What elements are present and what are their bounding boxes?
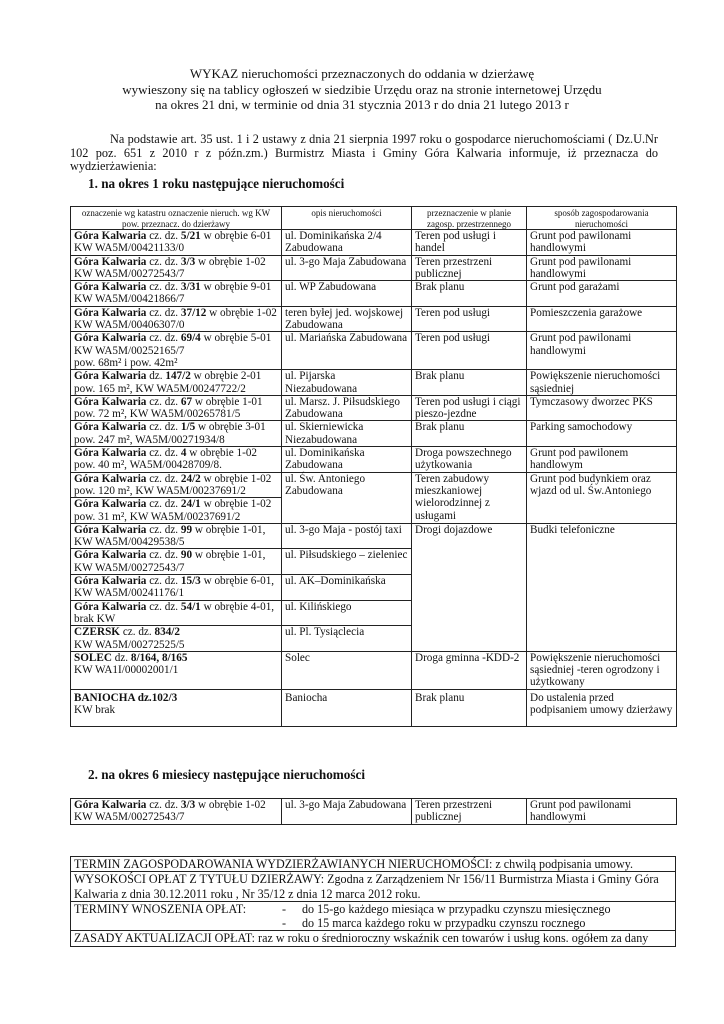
- plan-cell: Brak planu: [412, 281, 527, 307]
- list-item: - do 15-go każdego miesiąca w przypadku czynszu miesięcznego: [282, 901, 611, 916]
- use-cell: Grunt pod garażami: [527, 281, 677, 307]
- cadastral-cell: Góra Kalwaria cz. dz. 67 w obrębie 1-01 pow. 72 m², KW WA5M/00265781/5: [71, 395, 282, 421]
- intro-paragraph: [70, 133, 658, 174]
- col-header-plan: przeznaczenie w planie zagosp. przestrzennego: [412, 207, 527, 230]
- section-2-heading: 2. na okres 6 miesiecy następujące nieruchomości: [88, 767, 366, 782]
- terms-row: [71, 931, 676, 946]
- description-cell: ul. WP Zabudowana: [282, 281, 412, 307]
- list-item: - do 15 marca każdego roku w przypadku czynszu rocznego: [282, 916, 586, 931]
- description-cell: ul. Piłsudskiego – zieleniec: [282, 549, 412, 575]
- description-cell: ul. Dominikańska Zabudowana: [282, 447, 412, 473]
- plan-cell: Brak planu: [412, 689, 527, 726]
- table-row: [71, 281, 677, 307]
- table-row: [71, 421, 677, 447]
- use-cell: Tymczasowy dworzec PKS: [527, 395, 677, 421]
- description-cell: ul. 3-go Maja Zabudowana: [282, 255, 412, 281]
- description-cell: ul. AK–Dominikańska: [282, 575, 412, 601]
- cadastral-cell: BANIOCHA dz.102/3 KW brak: [71, 689, 282, 726]
- description-cell: Baniocha: [282, 689, 412, 726]
- terminy-wnoszenia: [71, 901, 676, 931]
- cadastral-cell: Góra Kalwaria cz. dz. 3/3 w obrębie 1-02 KW WA5M/00272543/7: [71, 255, 282, 281]
- description-cell: ul. Mariańska Zabudowana: [282, 332, 412, 370]
- use-cell: Grunt pod pawilonami handlowymi: [527, 255, 677, 281]
- description-cell: ul. Skierniewicka Niezabudowana: [282, 421, 412, 447]
- title-line-1: WYKAZ nieruchomości przeznaczonych do oddania w dzierżawę: [189, 66, 535, 81]
- use-cell: Budki telefoniczne: [527, 523, 677, 651]
- plan-cell: Teren przestrzeni publicznej: [412, 799, 527, 825]
- use-cell: Parking samochodowy: [527, 421, 677, 447]
- cadastral-cell: Góra Kalwaria cz. dz. 1/5 w obrębie 3-01 pow. 247 m², WA5M/00271934/8: [71, 421, 282, 447]
- property-table-2: [70, 798, 677, 825]
- table-row: [71, 332, 677, 370]
- plan-cell: Teren pod usługi i handel: [412, 230, 527, 256]
- use-cell: Grunt pod pawilonami handlowymi: [527, 332, 677, 370]
- col-header-cadastral: oznaczenie wg katastru oznaczenie nieruch. wg KW pow. przeznacz. do dzierżawy: [71, 207, 282, 230]
- use-cell: Grunt pod pawilonem handlowym: [527, 447, 677, 473]
- terminy-label: TERMINY WNOSZENIA OPŁAT:: [74, 901, 247, 916]
- use-cell: Powiększenie nieruchomości sąsiedniej: [527, 370, 677, 396]
- description-cell: ul. Pl. Tysiąclecia: [282, 626, 412, 652]
- terms-row: [71, 857, 676, 872]
- table-row: [71, 689, 677, 726]
- table-row: [71, 447, 677, 473]
- cadastral-cell: Góra Kalwaria cz. dz. 3/3 w obrębie 1-02 KW WA5M/00272543/7: [71, 799, 282, 825]
- title-line-2: wywieszony się na tablicy ogłoszeń w siedzibie Urzędu oraz na stronie internetowej Urzędu: [122, 81, 602, 97]
- plan-cell: Brak planu: [412, 370, 527, 396]
- use-cell: Grunt pod budynkiem oraz wjazd od ul. Św.Antoniego: [527, 472, 677, 523]
- plan-cell: Teren pod usługi: [412, 306, 527, 332]
- table-row: [71, 370, 677, 396]
- plan-cell: Teren pod usługi i ciągi pieszo-jezdne: [412, 395, 527, 421]
- terms-row: [71, 901, 676, 931]
- use-cell: Pomieszczenia garażowe: [527, 306, 677, 332]
- plan-cell: Droga gminna -KDD-2: [412, 651, 527, 689]
- plan-cell: Brak planu: [412, 421, 527, 447]
- table-header-row: [71, 207, 677, 230]
- cadastral-cell: CZERSK cz. dz. 834/2 KW WA5M/00272525/5: [71, 626, 282, 652]
- use-cell: Grunt pod pawilonami handlowymi: [527, 799, 677, 825]
- title-line-3: na okres 21 dni, w terminie od dnia 31 stycznia 2013 r do dnia 21 lutego 2013 r: [155, 97, 569, 112]
- use-cell: Powiększenie nieruchomości sąsiedniej -teren ogrodzony i użytkowany: [527, 651, 677, 689]
- cadastral-cell: Góra Kalwaria cz. dz. 37/12 w obrębie 1-02 KW WA5M/00406307/0: [71, 306, 282, 332]
- cadastral-cell: Góra Kalwaria cz. dz. 24/2 w obrębie 1-02 pow. 120 m², KW WA5M/00237691/2: [71, 472, 282, 498]
- section-1-heading: 1. na okres 1 roku następujące nieruchomości: [88, 176, 345, 191]
- cadastral-cell: Góra Kalwaria cz. dz. 69/4 w obrębie 5-01 KW WA5M/00252165/7 pow. 68m² i pow. 42m²: [71, 332, 282, 370]
- cadastral-cell: Góra Kalwaria cz. dz. 5/21 w obrębie 6-01 KW WA5M/00421133/0: [71, 230, 282, 256]
- col-header-description: opis nieruchomości: [282, 207, 412, 230]
- cadastral-cell: Góra Kalwaria cz. dz. 4 w obrębie 1-02 pow. 40 m², WA5M/00428709/8.: [71, 447, 282, 473]
- description-cell: ul. 3-go Maja - postój taxi: [282, 523, 412, 549]
- cadastral-cell: Góra Kalwaria cz. dz. 24/1 w obrębie 1-02 pow. 31 m², KW WA5M/00237691/2: [71, 498, 282, 524]
- use-cell: Grunt pod pawilonami handlowymi: [527, 230, 677, 256]
- table-row: [71, 651, 677, 689]
- description-cell: teren byłej jed. wojskowej Zabudowana: [282, 306, 412, 332]
- cadastral-cell: Góra Kalwaria cz. dz. 99 w obrębie 1-01, KW WA5M/00429538/5: [71, 523, 282, 549]
- description-cell: Solec: [282, 651, 412, 689]
- wysokosc-oplat: WYSOKOŚCI OPŁAT Z TYTUŁU DZIERŻAWY: Zgodna z Zarządzeniem Nr 156/11 Burmistrza Miasta i Gminy Góra Kalwaria z dnia 30.12.2011 roku , Nr 35/12 z dnia 12 marca 2012 roku.: [71, 872, 676, 902]
- document-title: [0, 66, 724, 113]
- intro-text: Na podstawie art. 35 ust. 1 i 2 ustawy z dnia 21 sierpnia 1997 roku o gospodarce nieruchomościami ( Dz.U.Nr 102 poz. 651 z 2010 r z późn.zm.) Burmistrz Miasta i Gminy Góra Kalwaria informuje, iż przeznacza do wydzierżawienia:: [70, 132, 658, 173]
- description-cell: ul. Kilińskiego: [282, 600, 412, 626]
- description-cell: ul. Marsz. J. Piłsudskiego Zabudowana: [282, 395, 412, 421]
- terms-row: [71, 872, 676, 902]
- cadastral-cell: Góra Kalwaria cz. dz. 54/1 w obrębie 4-01, brak KW: [71, 600, 282, 626]
- description-cell: ul. Św. Antoniego Zabudowana: [282, 472, 412, 523]
- plan-cell: Teren pod usługi: [412, 332, 527, 370]
- table-row: [71, 230, 677, 256]
- use-cell: Do ustalenia przed podpisaniem umowy dzierżawy: [527, 689, 677, 726]
- table-row: [71, 255, 677, 281]
- cadastral-cell: Góra Kalwaria cz. dz. 3/31 w obrębie 9-01 KW WA5M/00421866/7: [71, 281, 282, 307]
- description-cell: ul. Pijarska Niezabudowana: [282, 370, 412, 396]
- terms-table: [70, 856, 676, 947]
- cadastral-cell: Góra Kalwaria cz. dz. 15/3 w obrębie 6-01, KW WA5M/00241176/1: [71, 575, 282, 601]
- col-header-use: sposób zagospodarowania nieruchomości: [527, 207, 677, 230]
- cadastral-cell: Góra Kalwaria dz. 147/2 w obrębie 2-01 pow. 165 m², KW WA5M/00247722/2: [71, 370, 282, 396]
- table-row: [71, 395, 677, 421]
- cadastral-cell: SOLEC dz. 8/164, 8/165 KW WA1I/00002001/1: [71, 651, 282, 689]
- description-cell: ul. 3-go Maja Zabudowana: [282, 799, 412, 825]
- plan-cell: Drogi dojazdowe: [412, 523, 527, 651]
- terminy-list: [282, 902, 611, 931]
- plan-cell: Droga powszechnego użytkowania: [412, 447, 527, 473]
- table-row: [71, 472, 677, 498]
- table-row: [71, 799, 677, 825]
- table-row: [71, 306, 677, 332]
- cadastral-cell: Góra Kalwaria cz. dz. 90 w obrębie 1-01, KW WA5M/00272543/7: [71, 549, 282, 575]
- termin-zagospodarowania: TERMIN ZAGOSPODAROWANIA WYDZIERŻAWIANYCH NIERUCHOMOŚCI: z chwilą podpisania umowy.: [71, 857, 676, 872]
- zasady-aktualizacji: ZASADY AKTUALIZACJI OPŁAT: raz w roku o średnioroczny wskaźnik cen towarów i usług kons. ogółem za dany: [71, 931, 676, 946]
- plan-cell: Teren zabudowy mieszkaniowej wielorodzinnej z usługami: [412, 472, 527, 523]
- description-cell: ul. Dominikańska 2/4 Zabudowana: [282, 230, 412, 256]
- table-row: [71, 523, 677, 549]
- property-table-1: [70, 206, 677, 727]
- plan-cell: Teren przestrzeni publicznej: [412, 255, 527, 281]
